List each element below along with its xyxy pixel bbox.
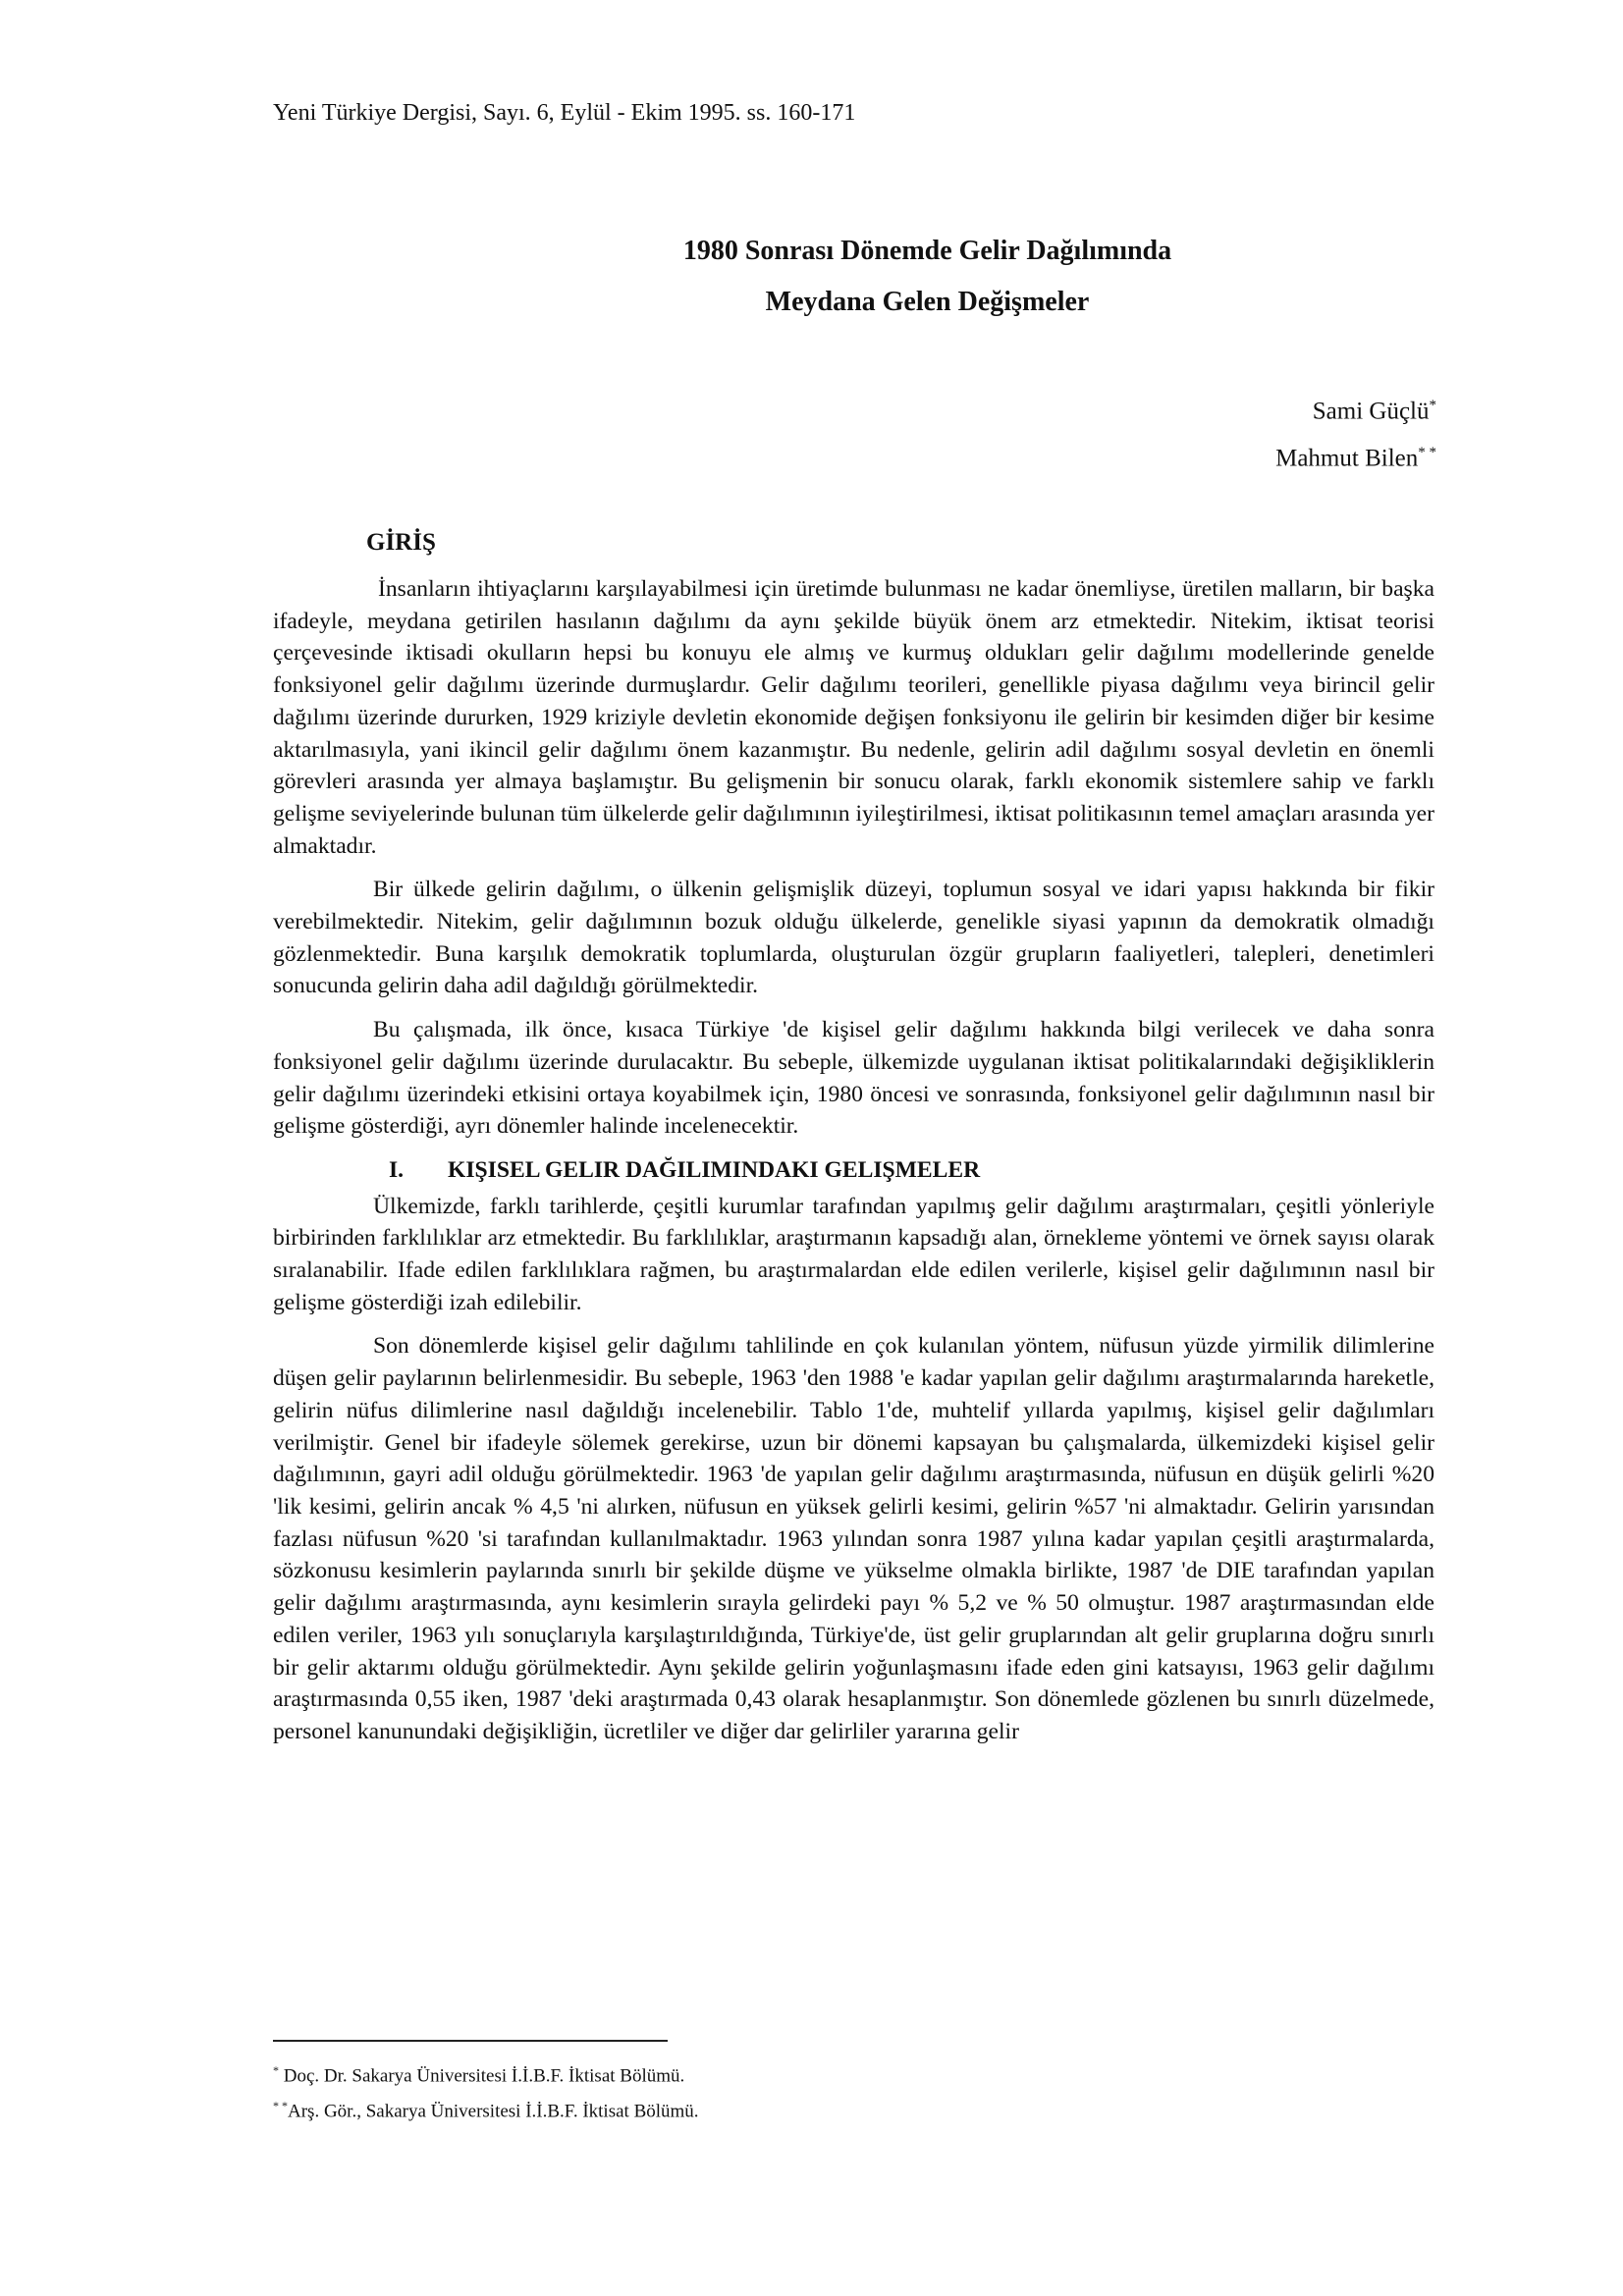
section-1-heading bbox=[273, 1154, 1434, 1187]
section-title: KIŞISEL GELIR DAĞILIMINDAKI GELIŞMELER bbox=[448, 1156, 981, 1183]
author-name: Mahmut Bilen bbox=[1275, 445, 1419, 472]
paragraph: Ülkemizde, farklı tarihlerde, çeşitli kurumlar tarafından yapılmış gelir dağılımı araştırmaları, çeşitli yönleriyle birbirinden farklılıklar arz etmektedir. Bu farklılıklar, araştırmanın kapsadığı alan, örnekleme yöntemi ve örnek sayısı olarak sıralanabilir. Ifade edilen farklılıklara rağmen, bu araştırmalardan elde edilen verilerle, kişisel gelir dağılımının nasıl bir gelişme gösterdiği izah edilebilir. bbox=[273, 1193, 1434, 1315]
title-line-1: 1980 Sonrası Dönemde Gelir Dağılımında bbox=[682, 236, 1172, 266]
intro-heading: GİRİŞ bbox=[366, 529, 436, 556]
paragraph: Bir ülkede gelirin dağılımı, o ülkenin gelişmişlik düzeyi, toplumun sosyal ve idari yapısı hakkında bir fikir verebilmektedir. Nitekim, gelir dağılımının bozuk olduğu ülkelerde, genelikle siyasi yapının da demokratik olmadığı gözlenmektedir. Buna karşılık demokratik toplumlarda, oluşturulan özgür grupların faaliyetleri, talepleri, denetimleri sonucunda gelirin daha adil dağıldığı görülmektedir. bbox=[273, 877, 1434, 999]
author-list bbox=[1275, 385, 1436, 480]
author-name: Sami Güçlü bbox=[1312, 398, 1430, 425]
paragraph: Son dönemlerde kişisel gelir dağılımı tahlilinde en çok kulanılan yöntem, nüfusun yüzde yirmilik dilimlerine düşen gelir paylarının belirlenmesidir. Bu sebeple, 1963 'den 1988 'e kadar yapılan gelir dağılımı araştırmalarında hareketle, gelirin nüfus dilimlerine nasıl dağıldığı incelenebilir. Tablo 1'de, muhtelif yıllarda yapılmış, kişisel gelir dağılımları verilmiştir. Genel bir ifadeyle sölemek gerekirse, uzun bir dönemi kapsayan bu çalışmalarda, ülkemizdeki kişisel gelir dağılımının, gayri adil olduğu görülmektedir. 1963 'de yapılan gelir dağılımı araştırmasında, nüfusun en düşük gelirli %20 'lik kesimi, gelirin ancak % 4,5 'ni alırken, nüfusun en yüksek gelirli kesimi, gelirin %57 'ni almaktadır. Gelirin yarısından fazlası nüfusun %20 'si tarafından kullanılmaktadır. 1963 yılından sonra 1987 yılına kadar yapılan çeşitli araştırmalarda, sözkonusu kesimlerin paylarında sınırlı bir şekilde düşme ve yükselme olmakla birlikte, 1987 'de DIE tarafından yapılan gelir dağılımı araştırmasında, aynı kesimlerin sırayla gelirdeki payı % 5,2 ve % 50 olmuştur. 1987 araştırmasından elde edilen veriler, 1963 yılı sonuçlarıyla karşılaştırıldığında, Türkiye'de, üst gelir gruplarından alt gelir gruplarına doğru sınırlı bir gelir aktarımı olduğu görülmektedir. Aynı şekilde gelirin yoğunlaşmasını ifade eden gini katsayısı, 1963 gelir dağılımı araştırmasında 0,55 iken, 1987 'deki araştırmada 0,43 olarak hesaplanmıştır. Son dönemlede gözlenen bu sınırlı düzelmede, personel kanunundaki değişikliğin, ücretliler ve diğer dar gelirliler yararına gelir bbox=[273, 1333, 1434, 1744]
paragraph: Bu çalışmada, ilk önce, kısaca Türkiye 'de kişisel gelir dağılımı hakkında bilgi verilecek ve daha sonra fonksiyonel gelir dağılımı üzerinde durulacaktır. Bu sebeple, ülkemizde uygulanan iktisat politikalarındaki değişikliklerin gelir dağılımı üzerindeki etkisini ortaya koyabilmek için, 1980 öncesi ve sonrasında, fonksiyonel gelir dağılımının nasıl bir gelişme gösterdiği, ayrı dönemler halinde incelenecektir. bbox=[273, 1017, 1434, 1140]
footnote-mark: * bbox=[273, 2063, 279, 2077]
section-number: I. bbox=[389, 1156, 405, 1183]
paragraph: İnsanların ihtiyaçlarını karşılayabilmesi için üretimde bulunması ne kadar önemliyse, üretilen malların, bir başka ifadeyle, meydana getirilen hasılanın dağılımı da aynı şekilde büyük önem arz etmektedir. Nitekim, iktisat teorisi çerçevesinde iktisadi okulların hepsi bu konuyu ele almış ve kurmuş oldukları gelir dağılımı modellerinde genelde fonksiyonel gelir dağılımı üzerinde durmuşlardır. Gelir dağılımı teorileri, genellikle piyasa dağılımı veya birincil gelir dağılımı üzerinde dururken, 1929 kriziyle devletin ekonomide değişen fonksiyonu ile gelirin bir kesimden diğer bir kesime aktarılmasıyla, yani ikincil gelir dağılımı önem kazanmıştır. Bu nedenle, gelirin adil dağılımı sosyal devletin en önemli görevleri arasında yer almaya başlamıştır. Bu gelişmenin bir sonucu olarak, farklı ekonomik sistemlere sahip ve farklı gelişme seviyelerinde bulunan tüm ülkelerde gelir dağılımının iyileştirilmesi, iktisat politikasının temel amaçları arasında yer almaktadır. bbox=[273, 576, 1434, 859]
footnote-divider bbox=[273, 2040, 668, 2042]
footnote-mark: * * bbox=[273, 2099, 288, 2113]
footnote-text: Arş. Gör., Sakarya Üniversitesi İ.İ.B.F. İktisat Bölümü. bbox=[288, 2101, 699, 2122]
author-footnote-mark: * bbox=[1429, 398, 1436, 413]
article-body bbox=[273, 528, 1434, 1760]
title-line-2: Meydana Gelen Değişmeler bbox=[765, 287, 1090, 317]
footnote-text: Doç. Dr. Sakarya Üniversitesi İ.İ.B.F. İktisat Bölümü. bbox=[279, 2065, 685, 2087]
article-title bbox=[273, 226, 1434, 328]
author-2 bbox=[1275, 432, 1436, 479]
footnote-1 bbox=[273, 2056, 699, 2091]
footnotes bbox=[273, 2056, 699, 2127]
author-1 bbox=[1275, 385, 1436, 432]
journal-citation: Yeni Türkiye Dergisi, Sayı. 6, Eylül - Ekim 1995. ss. 160-171 bbox=[273, 100, 856, 126]
author-footnote-mark: * * bbox=[1418, 445, 1436, 461]
footnote-2 bbox=[273, 2091, 699, 2126]
